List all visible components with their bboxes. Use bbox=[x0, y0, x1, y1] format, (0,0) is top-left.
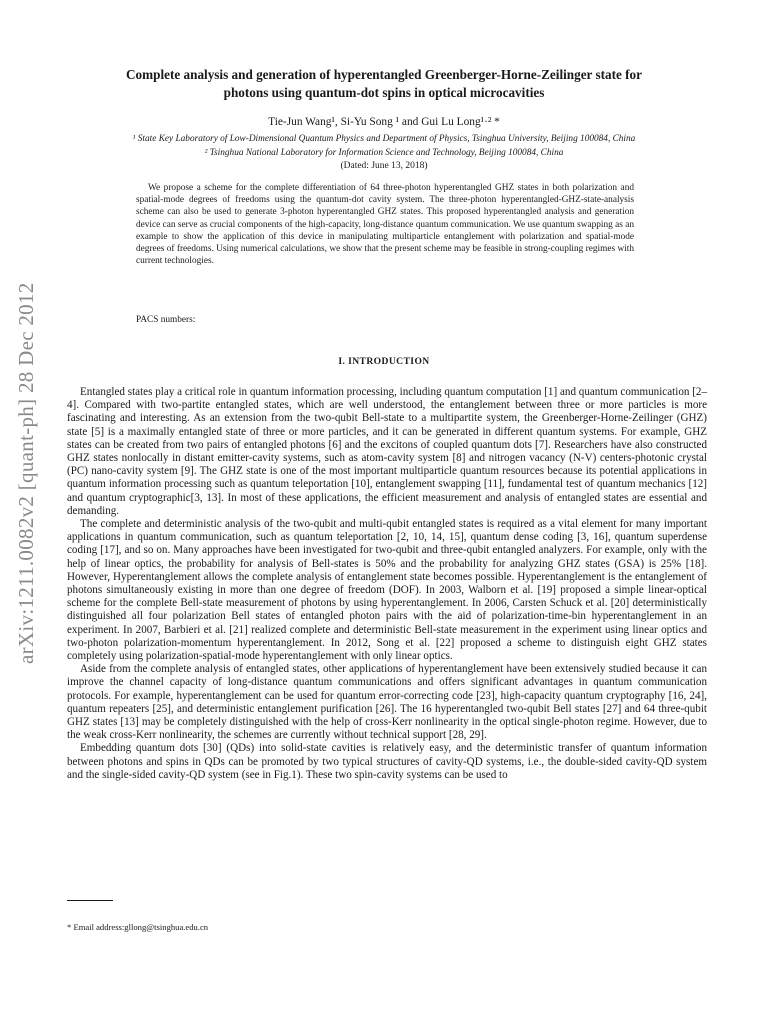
title-line-2: photons using quantum-dot spins in optical microcavities bbox=[223, 85, 545, 100]
date-line: (Dated: June 13, 2018) bbox=[340, 161, 428, 171]
paragraph-1: Entangled states play a critical role in quantum information processing, including quantum computation [1] and quantum communication [2–4]. Compared with two-partite entangled states, which are well understood, the entanglement between three or more particles is more fascinating and interesting. As an extension from the two-qubit Bell-state to a multipartite system, the Greenberger-Horne-Zeilinger (GHZ) state [5] is a maximally entangled state of three or more particles, and it can be generated in different quantum systems. For example, GHZ states can be created from two pairs of entangled photons [6] and the excitons of coupled quantum dots [7]. Researchers have also constructed GHZ states nonlocally in distant emitter-cavity systems, such as atom-cavity system [8] and nitrogen vacancy (N-V) centers-photonic crystal (PC) nano-cavity system [9]. The GHZ state is one of the most important multiparticle quantum resources because its potential applications in quantum information processing such as quantum teleportation [10], entanglement swapping [11], fundamental test of quantum mechanics [12] and quantum cryptographic[3, 13]. In most of these applications, the efficient measurement and analysis of entangled states are essential and demanding. bbox=[67, 386, 707, 517]
affiliation-1: ¹ State Key Laboratory of Low-Dimensional Quantum Physics and Department of Physics, Tsinghua University, Beijing 100084, China bbox=[132, 134, 636, 144]
paper-title bbox=[70, 66, 698, 102]
section-heading-introduction: I. INTRODUCTION bbox=[338, 356, 430, 367]
author-list: Tie-Jun Wang¹, Si-Yu Song ¹ and Gui Lu Long¹·² * bbox=[268, 116, 500, 128]
arxiv-identifier: arXiv:1211.0082v2 [quant-ph] 28 Dec 2012 bbox=[14, 282, 38, 664]
abstract: We propose a scheme for the complete differentiation of 64 three-photon hyperentangled GHZ states in both polarization and spatial-mode degrees of freedoms using the quantum-dot cavity system. The three-photon hyperentangled-GHZ-state-analysis scheme can also be used to generate 3-photon hyperentangled GHZ states. This proposed hyperentangled analysis and generation device can serve as crucial components of the high-capacity, long-distance quantum communication. We use quantum swapping as an example to show the application of this device in manipulating multiparticle entanglement with polarization and spatial-mode degrees of freedoms. Using numerical calculations, we show that the present scheme may be feasible in strong-coupling regimes with current technologies. bbox=[136, 183, 634, 267]
pacs-numbers: PACS numbers: bbox=[136, 315, 196, 325]
paragraph-2: The complete and deterministic analysis of the two-qubit and multi-qubit entangled states is required as a vital element for many important applications in quantum communication, such as quantum teleportation [2, 10, 14, 15], quantum dense coding [3, 16], quantum superdense coding [17], and so on. Many approaches have been investigated for two-qubit and three-qubit entangled analyzers. For example, only with the help of linear optics, the probability for analysis of Bell-states is 50% and the probability for analyzing GHZ states (GSA) is 25% [18]. However, Hyperentanglement allows the complete analysis of entanglement state becomes possible. Hyperentanglement is the entanglement of photons simultaneously existing in more than one degree of freedom (DOF). In 2003, Walborn et al. [19] proposed a simple linear-optical scheme for the complete Bell-state measurement of photons by using hyperentanglement. In 2006, Carsten Schuck et al. [20] deterministically distinguished all four polarization Bell states of entangled photon pairs with the aid of polarization-time-bin hyperentanglement in an experiment. In 2007, Barbieri et al. [21] realized complete and deterministic Bell-state measurement in the experiment using linear optics and two-photon polarization-momentum hyperentanglement. In 2012, Song et al. [22] proposed a scheme to distinguish eight GHZ states completely using polarization-spatial-mode hyperentanglement with only linear optics. bbox=[67, 518, 707, 663]
footnote-email: * Email address:gllong@tsinghua.edu.cn bbox=[67, 922, 209, 932]
affiliation-2: ² Tsinghua National Laboratory for Information Science and Technology, Beijing 100084, China bbox=[204, 148, 564, 158]
footnote-divider bbox=[67, 900, 113, 901]
paragraph-4: Embedding quantum dots [30] (QDs) into solid-state cavities is relatively easy, and the deterministic transfer of quantum information between photons and spins in QDs can be promoted by two typical structures of cavity-QD systems, i.e., the double-sided cavity-QD system and the single-sided cavity-QD system (see in Fig.1). These two spin-cavity systems can be used to bbox=[67, 742, 707, 781]
paragraph-3: Aside from the complete analysis of entangled states, other applications of hyperentanglement have been extensively studied because it can improve the channel capacity of long-distance quantum communications and offers significant advantages in quantum communication protocols. For example, hyperentanglement can be used for quantum error-correcting code [23], high-capacity quantum cryptography [16, 24], quantum repeaters [25], and deterministic entanglement purification [26]. The 16 hyperentangled two-qubit Bell states [27] and 64 three-qubit GHZ states [13] may be completely distinguished with the help of cross-Kerr nonlinearity in the optical single-photon regime. However, due to the weak cross-Kerr nonlinearity, the schemes are currently without technical support [28, 29]. bbox=[67, 663, 707, 742]
introduction-body bbox=[67, 386, 707, 782]
title-line-1: Complete analysis and generation of hyperentangled Greenberger-Horne-Zeilinger state for bbox=[126, 67, 642, 82]
